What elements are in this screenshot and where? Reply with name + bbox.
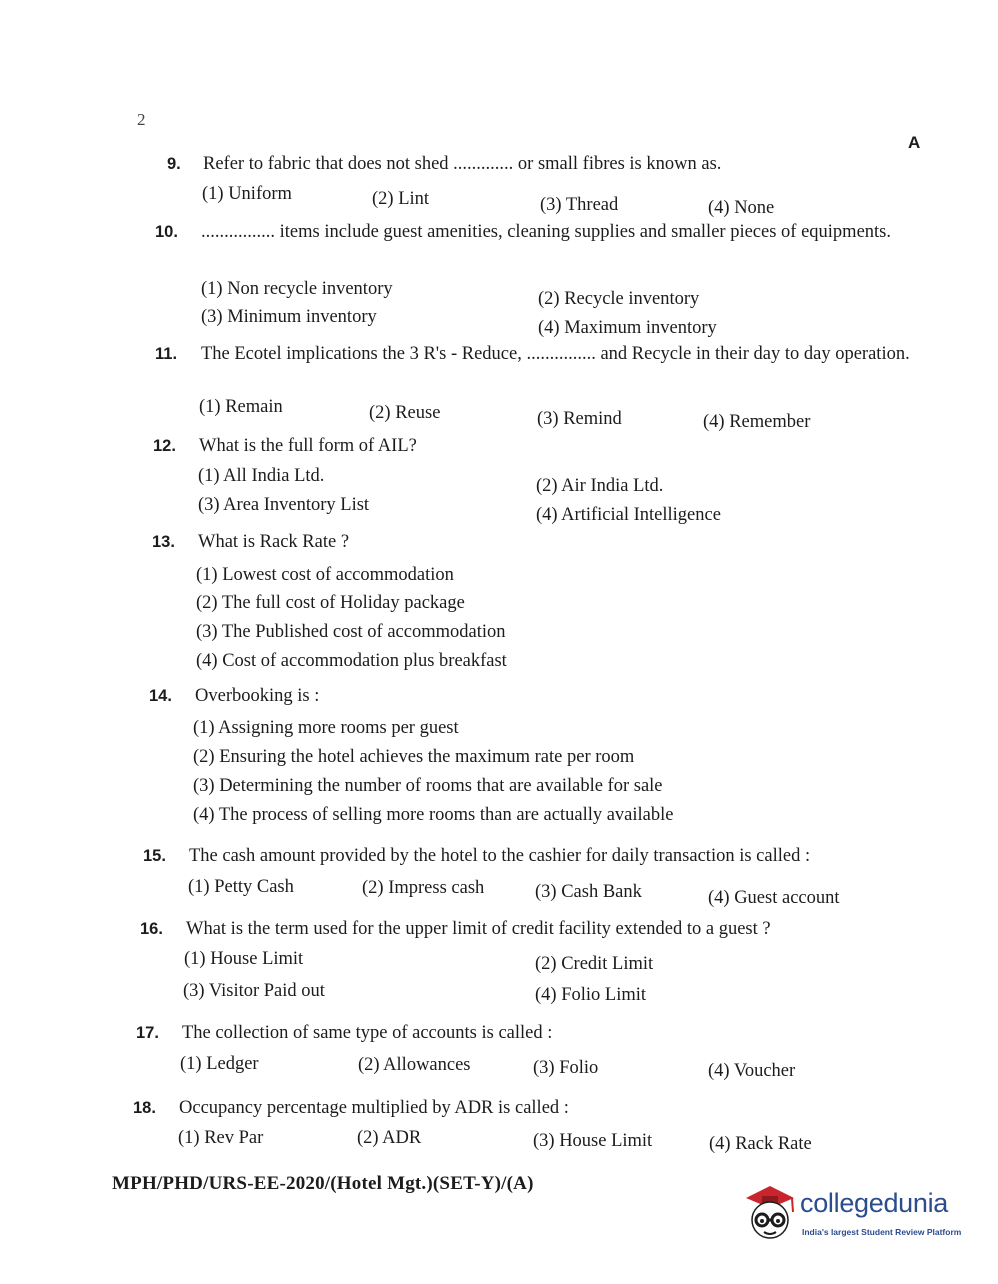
option-2: (2) Recycle inventory <box>538 289 700 309</box>
question-number: 15. <box>143 847 166 865</box>
question-text: The Ecotel implications the 3 R's - Reduce, ............... and Recycle in their day to day operation. <box>201 344 910 364</box>
option-2: (2) Lint <box>372 189 430 209</box>
option-2: (2) ADR <box>357 1128 422 1148</box>
option-4: (4) Cost of accommodation plus breakfast <box>196 651 507 671</box>
question-number: 13. <box>152 533 175 551</box>
option-1: (1) Ledger <box>180 1054 259 1074</box>
question-text: What is the term used for the upper limit of credit facility extended to a guest ? <box>186 919 771 939</box>
question-number: 16. <box>140 920 163 938</box>
question-text: The collection of same type of accounts is called : <box>182 1023 553 1043</box>
question-number: 10. <box>155 223 178 241</box>
question-11 <box>155 342 935 437</box>
option-4: (4) Rack Rate <box>709 1134 812 1154</box>
option-1: (1) Non recycle inventory <box>201 279 393 299</box>
question-18 <box>133 1096 923 1166</box>
option-2: (2) Ensuring the hotel achieves the maximum rate per room <box>193 747 635 767</box>
option-2: (2) Impress cash <box>362 878 485 898</box>
set-code: A <box>908 133 921 152</box>
question-17 <box>136 1021 926 1091</box>
option-4: (4) Folio Limit <box>535 985 646 1005</box>
option-2: (2) The full cost of Holiday package <box>196 593 465 613</box>
option-4: (4) Remember <box>703 412 811 432</box>
option-4: (4) Artificial Intelligence <box>536 505 721 525</box>
option-3: (3) House Limit <box>533 1131 653 1151</box>
question-12 <box>153 434 933 529</box>
question-number: 18. <box>133 1099 156 1117</box>
footer-code: MPH/PHD/URS-EE-2020/(Hotel Mgt.)(SET-Y)/(A) <box>112 1173 534 1194</box>
option-2: (2) Air India Ltd. <box>536 476 664 496</box>
student-mascot-icon <box>740 1180 798 1246</box>
question-13 <box>152 530 932 675</box>
question-text: What is Rack Rate ? <box>198 532 350 552</box>
option-2: (2) Credit Limit <box>535 954 654 974</box>
question-16 <box>140 917 930 1012</box>
option-3: (3) Determining the number of rooms that are available for sale <box>193 776 663 796</box>
option-3: (3) Minimum inventory <box>201 307 377 327</box>
option-2: (2) Reuse <box>369 403 441 423</box>
question-number: 11. <box>155 345 178 363</box>
option-1: (1) Rev Par <box>178 1128 264 1148</box>
question-text: The cash amount provided by the hotel to the cashier for daily transaction is called : <box>189 846 811 866</box>
collegedunia-watermark <box>740 1180 980 1250</box>
option-3: (3) Folio <box>533 1058 599 1078</box>
option-1: (1) Uniform <box>202 184 292 204</box>
option-3: (3) Remind <box>537 409 622 429</box>
option-1: (1) Lowest cost of accommodation <box>196 565 454 585</box>
question-text: Refer to fabric that does not shed ............. or small fibres is known as. <box>203 154 722 174</box>
option-3: (3) Visitor Paid out <box>183 981 325 1001</box>
option-3: (3) Area Inventory List <box>198 495 370 515</box>
option-4: (4) Voucher <box>708 1061 796 1081</box>
question-10 <box>155 220 935 340</box>
option-1: (1) Petty Cash <box>188 877 294 897</box>
question-text: Occupancy percentage multiplied by ADR is called : <box>179 1098 569 1118</box>
option-1: (1) House Limit <box>184 949 304 969</box>
option-4: (4) Maximum inventory <box>538 318 717 338</box>
option-3: (3) The Published cost of accommodation <box>196 622 506 642</box>
option-1: (1) Remain <box>199 397 283 417</box>
option-3: (3) Cash Bank <box>535 882 642 902</box>
page-number: 2 <box>137 110 146 129</box>
question-number: 17. <box>136 1024 159 1042</box>
option-4: (4) Guest account <box>708 888 840 908</box>
question-number: 12. <box>153 437 176 455</box>
question-number: 14. <box>149 687 172 705</box>
question-14 <box>149 684 929 834</box>
option-1: (1) All India Ltd. <box>198 466 325 486</box>
question-text: Overbooking is : <box>195 686 320 706</box>
brand-tagline: India's largest Student Review Platform <box>802 1227 962 1237</box>
question-9 <box>157 152 937 222</box>
question-15 <box>143 844 933 914</box>
option-3: (3) Thread <box>540 195 619 215</box>
question-text: What is the full form of AIL? <box>199 436 417 456</box>
question-number: 9. <box>167 155 181 173</box>
option-4: (4) The process of selling more rooms than are actually available <box>193 805 674 825</box>
option-1: (1) Assigning more rooms per guest <box>193 718 459 738</box>
option-2: (2) Allowances <box>358 1055 471 1075</box>
question-text: ................ items include guest amenities, cleaning supplies and smaller pieces of equipments. <box>201 222 891 242</box>
option-4: (4) None <box>708 198 775 218</box>
brand-name: collegedunia <box>800 1188 949 1218</box>
